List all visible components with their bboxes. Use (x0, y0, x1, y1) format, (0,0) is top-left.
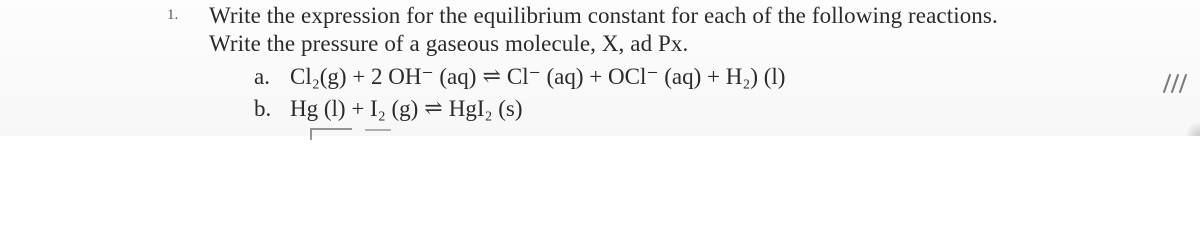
pencil-marks-icon (1158, 72, 1194, 94)
reaction-a-products: Cl⁻ (aq) + OCl⁻ (aq) + H₂) (l) (506, 64, 786, 89)
reaction-b-products: HgI₂ (s) (448, 96, 523, 121)
equilibrium-arrow-icon: ⇌ (482, 63, 501, 88)
reaction-a-label: a. (254, 64, 270, 89)
cropped-text-fragment (365, 129, 391, 139)
question-number: 1. (167, 7, 179, 23)
reaction-a (254, 64, 785, 90)
instruction-line-1: Write the expression for the equilibrium constant for each of the following reactions. (209, 3, 998, 28)
instruction-line-2: Write the pressure of a gaseous molecule, X, ad Px. (209, 31, 689, 56)
reaction-b-label: b. (254, 96, 272, 121)
reaction-b (254, 96, 523, 122)
cropped-text-fragment (310, 128, 352, 140)
reaction-b-reactants: Hg (l) + I₂ (g) (290, 96, 419, 121)
page-corner-shadow (1184, 122, 1200, 136)
equilibrium-arrow-icon: ⇌ (424, 95, 443, 120)
reaction-a-reactants: Cl₂(g) + 2 OH⁻ (aq) (290, 64, 477, 89)
